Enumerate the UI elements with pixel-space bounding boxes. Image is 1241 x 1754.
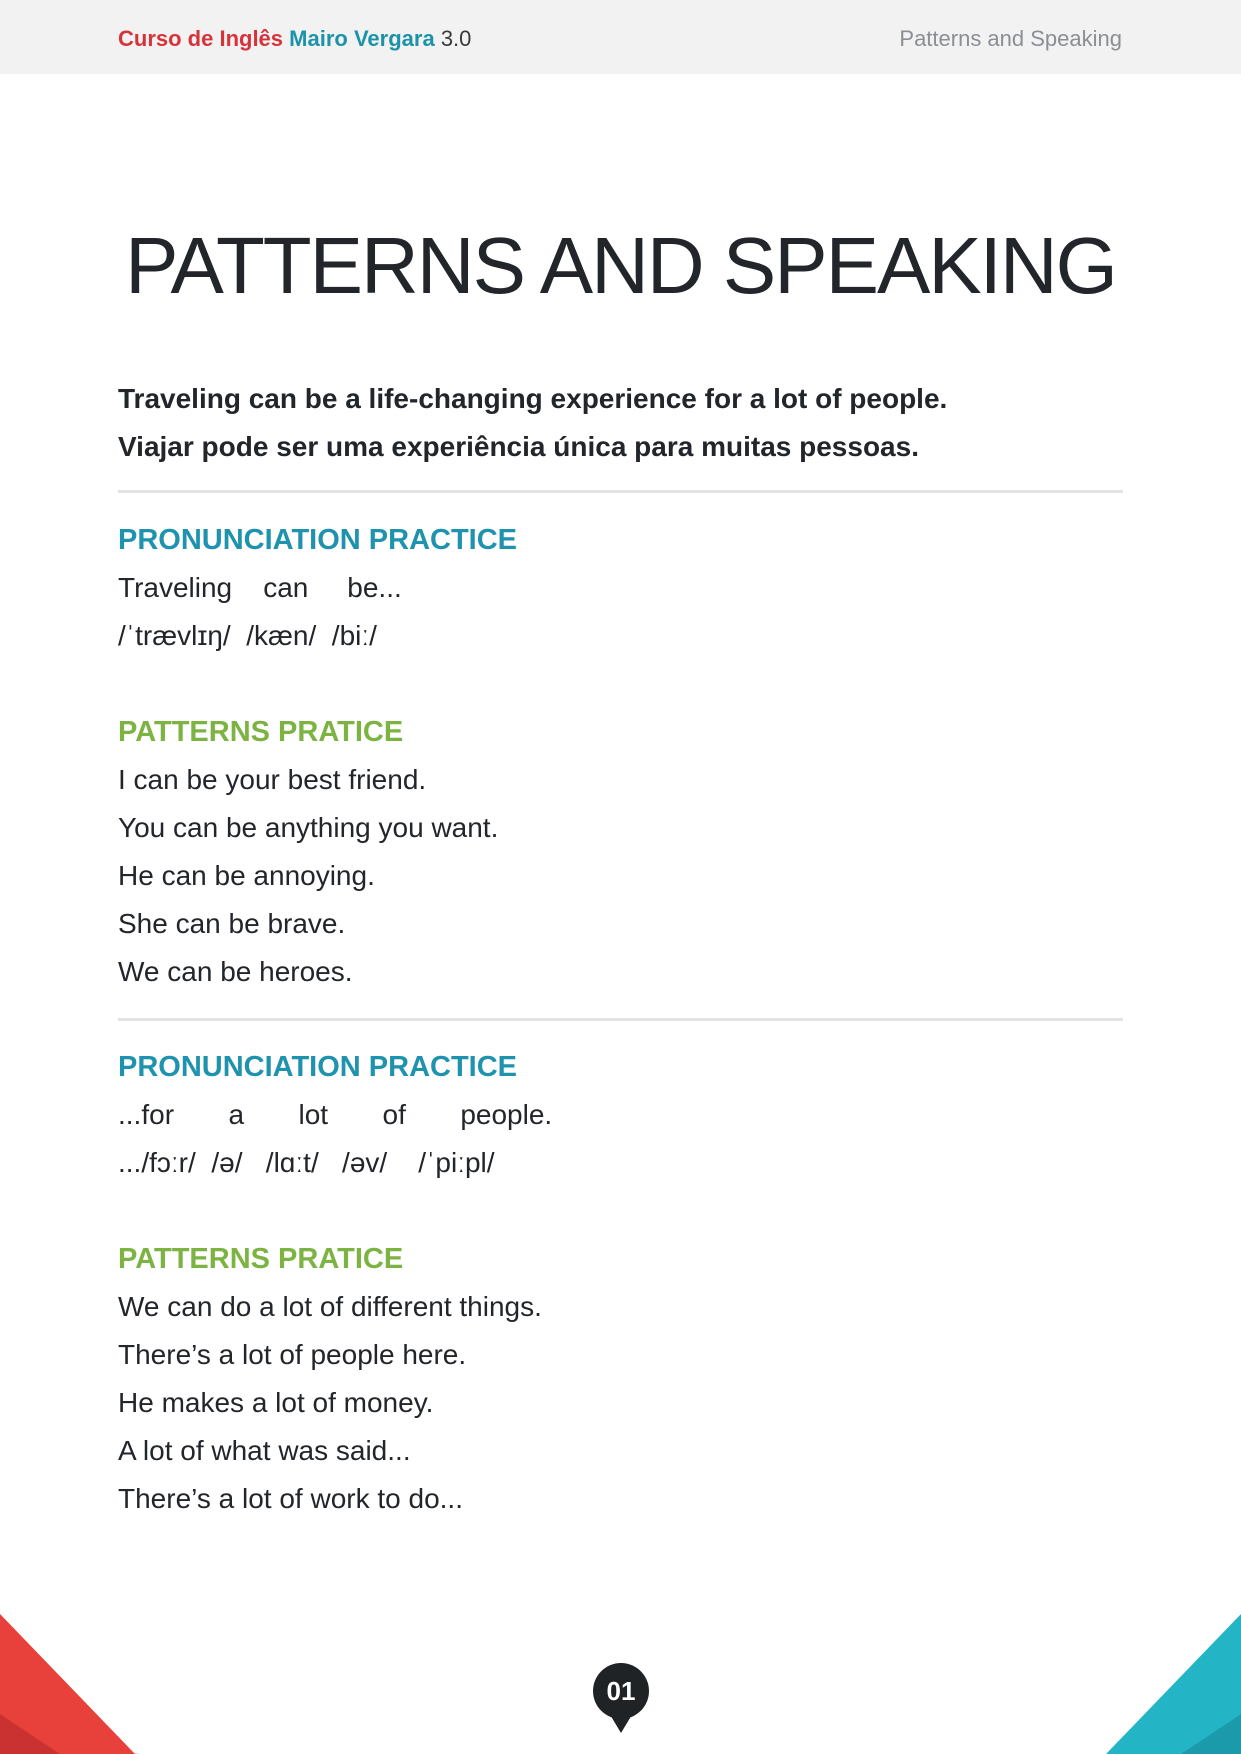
course-brand [118, 26, 471, 52]
pattern-line: I can be your best friend. [118, 764, 427, 795]
page-number-badge [592, 1663, 650, 1738]
pattern-line: She can be brave. [118, 908, 346, 939]
divider [118, 1018, 1123, 1021]
page-header [0, 0, 1241, 74]
section-heading: PATTERNS PRATICE [118, 716, 404, 748]
corner-decoration-left [0, 1614, 140, 1754]
pattern-line: He makes a lot of money. [118, 1387, 434, 1418]
section-heading: PATTERNS PRATICE [118, 1243, 404, 1275]
section-heading: PRONUNCIATION PRACTICE [118, 1051, 518, 1083]
phonetic-line: /ˈtrævlɪŋ/ /kæn/ /biː/ [118, 620, 377, 651]
header-section-name: Patterns and Speaking [899, 26, 1122, 51]
page-number: 01 [606, 1676, 636, 1706]
intro-portuguese: Viajar pode ser uma experiência única para muitas pessoas. [118, 431, 919, 462]
pattern-line: We can do a lot of different things. [118, 1291, 542, 1322]
practice-line: Traveling can be... [118, 572, 402, 603]
patterns-section-2 [118, 1239, 542, 1523]
pronunciation-section-1 [118, 520, 517, 660]
brand-course-name: Curso de Inglês [118, 26, 284, 51]
brand-author-name: Mairo Vergara [289, 26, 435, 51]
pattern-line: He can be annoying. [118, 860, 375, 891]
pattern-line: We can be heroes. [118, 956, 353, 987]
intro-english: Traveling can be a life-changing experience for a lot of people. [118, 383, 948, 414]
phonetic-line: .../fɔːr/ /ə/ /lɑːt/ /əv/ /ˈpiːpl/ [118, 1147, 495, 1178]
divider [118, 490, 1123, 493]
corner-decoration-right [1101, 1614, 1241, 1754]
pattern-line: There’s a lot of people here. [118, 1339, 467, 1370]
practice-line: ...for a lot of people. [118, 1099, 553, 1130]
pattern-line: A lot of what was said... [118, 1435, 411, 1466]
page-title: PATTERNS AND SPEAKING [125, 221, 1116, 310]
brand-version: 3.0 [440, 26, 472, 51]
pattern-line: There’s a lot of work to do... [118, 1483, 463, 1514]
pronunciation-section-2 [118, 1047, 552, 1187]
section-heading: PRONUNCIATION PRACTICE [118, 524, 518, 556]
pattern-line: You can be anything you want. [118, 812, 499, 843]
patterns-section-1 [118, 712, 498, 996]
intro-sentences [118, 375, 947, 471]
